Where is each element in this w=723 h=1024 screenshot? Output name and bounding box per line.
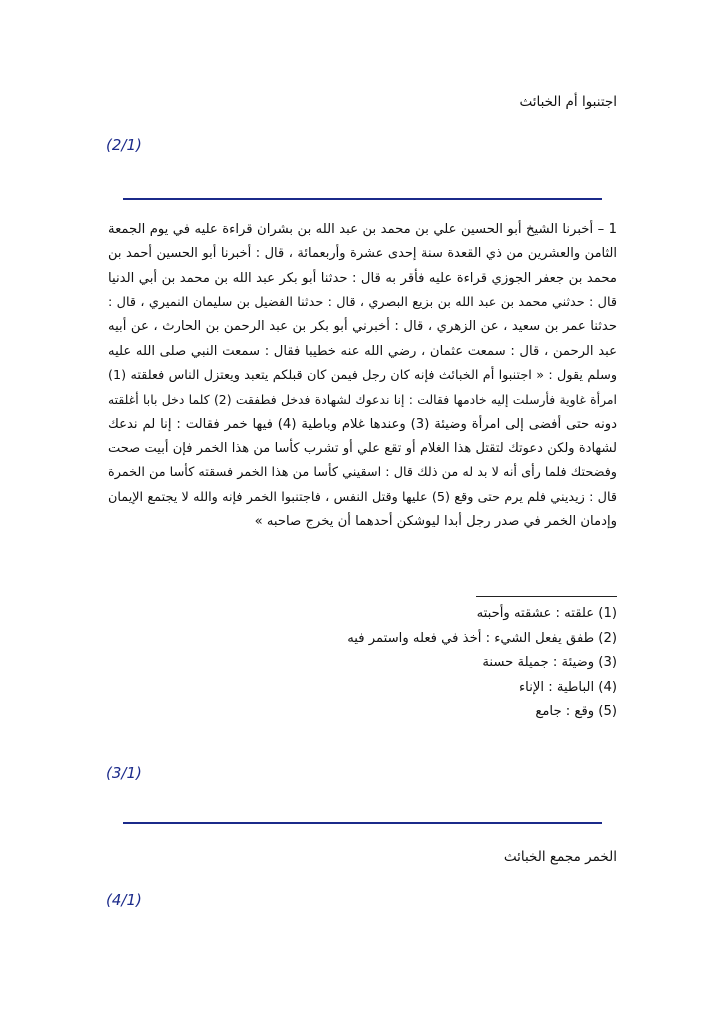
text-line: قال : حدثني محمد بن عبد الله بن بزيع البصري ، قال : حدثنا الفضيل بن سليمان النميري ، قال : xyxy=(108,295,617,311)
text-line: وفضحتك فلما رأى أنه لا بد له من ذلك قال : اسقيني كأسا من هذا الخمر فسقته كأسا من الخمرة xyxy=(108,465,617,481)
text-line: لشهادة ولكن دعوتك لتقتل هذا الغلام أو تقع علي أو تشرب كأسا من هذا الخمر فإن أبيت صحت xyxy=(108,441,617,457)
page-reference: (2/1) xyxy=(106,136,142,154)
text-line: عبد الرحمن ، قال : سمعت عثمان ، رضي الله عنه خطيبا فقال : سمعت النبي صلى الله عليه xyxy=(108,343,617,359)
text-line: وسلم يقول : « اجتنبوا أم الخبائث فإنه كان رجل فيمن كان قبلكم يتعبد ويعتزل الناس فعلقته (1) xyxy=(108,368,617,384)
footnotes xyxy=(347,602,617,725)
footnote: (3) وضيئة : جميلة حسنة xyxy=(482,655,617,671)
text-line: دونه حتى أفضى إلى امرأة وضيئة (3) وعندها غلام وباطية (4) فيها خمر فقالت : إنا لم ندعك xyxy=(108,416,617,432)
section-divider xyxy=(123,822,602,824)
text-line: امرأة غاوية فأرسلت إليه خادمها فقالت : إنا ندعوك لشهادة فدخل فطفقت (2) كلما دخل بابا أغلقته xyxy=(108,392,617,408)
text-line: 1 – أخبرنا الشيخ أبو الحسين علي بن محمد بن عبد الله بن بشران قراءة عليه في يوم الجمعة xyxy=(108,222,617,237)
section-heading: اجتنبوا أم الخبائث xyxy=(519,94,617,110)
footnote: (5) وقع : جامع xyxy=(535,704,617,720)
page-reference: (4/1) xyxy=(106,891,142,909)
footnote-rule xyxy=(476,596,617,597)
text-line: قال : زيديني فلم يرم حتى وقع (5) عليها وقتل النفس ، فاجتنبوا الخمر فإنه والله لا يجتمع الإيمان xyxy=(108,489,617,505)
text-line: الثامن والعشرين من ذي القعدة سنة إحدى عشرة وأربعمائة ، قال : أخبرنا أبو الحسين أحمد بن xyxy=(108,246,617,262)
text-line: وإدمان الخمر في صدر رجل أبدا ليوشكن أحدهما أن يخرج صاحبه » xyxy=(254,514,617,530)
footnote: (2) طفق يفعل الشيء : أخذ في فعله واستمر فيه xyxy=(347,630,617,646)
text-line: محمد بن جعفر الجوزي قراءة عليه فأقر به قال : حدثنا أبو بكر عبد الله بن محمد بن أبي الدنيا xyxy=(108,270,617,286)
footnote: (1) علقته : عشقته وأحبته xyxy=(476,606,617,621)
footnote: (4) الباطية : الإناء xyxy=(518,679,617,695)
section-divider xyxy=(123,198,602,200)
hadith-text xyxy=(108,218,617,534)
text-line: حدثنا عمر بن سعيد ، عن الزهري ، قال : أخبرني أبو بكر بن عبد الرحمن بن الحارث ، عن أبيه xyxy=(108,319,617,335)
page-reference: (3/1) xyxy=(106,764,142,782)
section-heading: الخمر مجمع الخبائث xyxy=(503,849,617,865)
